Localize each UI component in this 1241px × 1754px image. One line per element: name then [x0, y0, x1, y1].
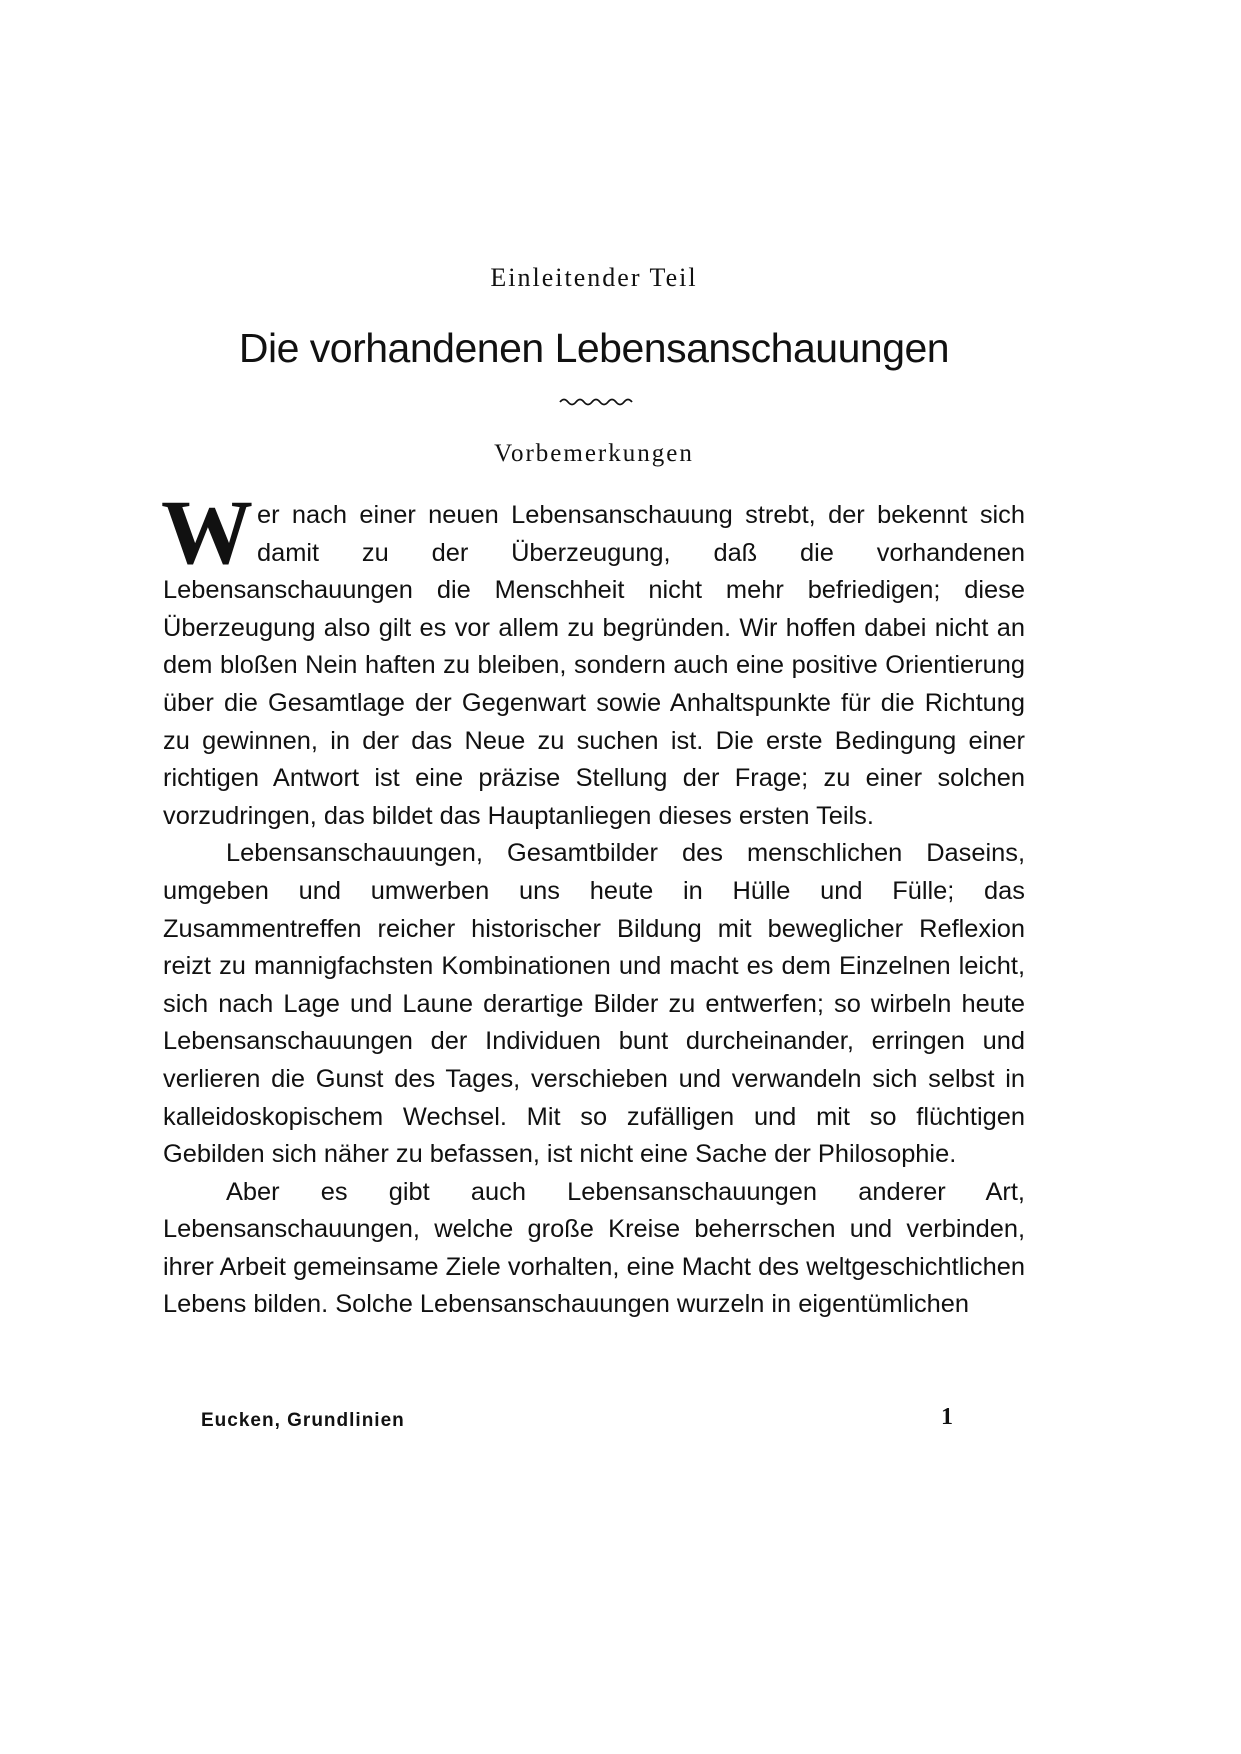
- paragraph-1: [161, 481, 1025, 835]
- page-footer: [201, 1404, 1061, 1432]
- paragraph-3: Aber es gibt auch Lebensanschauungen anderer Art, Lebensanschauungen, welche große Kreise beherrschen und verbinden, ihrer Arbeit gemeinsame Ziele vorhalten, eine Macht des weltgeschichtlichen Lebens bilden. Solche Lebensanschauungen wurzeln in eigentümlichen: [163, 1177, 1025, 1319]
- page-number: 1: [941, 1404, 953, 1430]
- chapter-title: Die vorhandenen Lebensanschauungen: [238, 325, 950, 371]
- paragraph-1-text: er nach einer neuen Lebensanschauung strebt, der bekennt sich damit zu der Überzeugung, daß die vorhandenen Lebensanschauungen die Menschheit nicht mehr befriedigen; diese Überzeugung also gilt es vor allem zu begründen. Wir hoffen dabei nicht an dem bloßen Nein haften zu bleiben, sondern auch eine positive Orientierung über die Gesamtlage der Gegenwart sowie Anhaltspunkte für die Richtung zu gewinnen, in der das Neue zu suchen ist. Die erste Bedingung einer richtigen Antwort ist eine präzise Stellung der Frage; zu einer solchen vorzudringen, das bildet das Hauptanliegen dieses ersten Teils.: [163, 501, 1025, 830]
- book-page: [163, 0, 1025, 1754]
- part-title: Einleitender Teil: [490, 263, 698, 292]
- drop-cap: W: [161, 481, 253, 583]
- body-text: [161, 481, 1025, 1324]
- footer-signature: Eucken, Grundlinien: [201, 1410, 405, 1431]
- section-title: Vorbemerkungen: [494, 440, 694, 467]
- paragraph-2: Lebensanschauungen, Gesamtbilder des menschlichen Daseins, umgeben und umwerben uns heute in Hülle und Fülle; das Zusammentreffen reicher historischer Bildung mit beweglicher Reflexion reizt zu mannigfachsten Kombinationen und macht es dem Einzelnen leicht, sich nach Lage und Laune derartige Bilder zu entwerfen; so wirbeln heute Lebensanschauungen der Individuen bunt durcheinander, erringen und verlieren die Gunst des Tages, verschieben und verwandeln sich selbst in kalleidoskopischem Wechsel. Mit so zufälligen und mit so flüchtigen Gebilden sich näher zu befassen, ist nicht eine Sache der Philosophie.: [163, 839, 1025, 1169]
- wavy-ornament-icon: [558, 394, 636, 408]
